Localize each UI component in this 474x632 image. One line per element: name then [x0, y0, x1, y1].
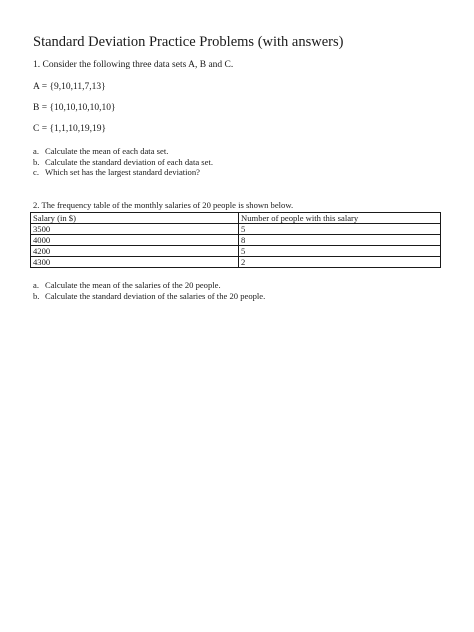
question-2-part-a — [33, 280, 221, 290]
part-text: Calculate the standard deviation of the salaries of the 20 people. — [45, 291, 266, 301]
part-label: c. — [33, 167, 39, 177]
part-label: a. — [33, 280, 39, 290]
table-row — [31, 257, 441, 268]
column-header-count: Number of people with this salary — [239, 213, 441, 224]
count-cell: 8 — [239, 235, 441, 246]
salary-frequency-table — [30, 212, 441, 268]
part-label: b. — [33, 291, 40, 301]
column-header-salary: Salary (in $) — [31, 213, 239, 224]
question-2-intro: 2. The frequency table of the monthly salaries of 20 people is shown below. — [33, 200, 294, 210]
salary-cell: 4000 — [31, 235, 239, 246]
part-label: b. — [33, 157, 40, 167]
salary-cell: 4300 — [31, 257, 239, 268]
table-row — [31, 235, 441, 246]
question-1-part-b — [33, 157, 213, 167]
question-2-part-b — [33, 291, 265, 301]
count-cell: 5 — [239, 224, 441, 235]
table-row — [31, 224, 441, 235]
part-text: Calculate the standard deviation of each data set. — [45, 157, 213, 167]
question-1-intro: 1. Consider the following three data sets A, B and C. — [33, 60, 234, 70]
data-set-a: A = {9,10,11,7,13} — [33, 82, 106, 92]
data-set-b: B = {10,10,10,10,10} — [33, 103, 116, 113]
question-1-part-a — [33, 146, 168, 156]
part-text: Calculate the mean of each data set. — [45, 146, 169, 156]
part-text: Calculate the mean of the salaries of the 20 people. — [45, 280, 221, 290]
count-cell: 5 — [239, 246, 441, 257]
page-title: Standard Deviation Practice Problems (with answers) — [33, 34, 344, 50]
part-text: Which set has the largest standard deviation? — [45, 167, 200, 177]
salary-cell: 4200 — [31, 246, 239, 257]
table-header-row — [31, 213, 441, 224]
part-label: a. — [33, 146, 39, 156]
data-set-c: C = {1,1,10,19,19} — [33, 124, 107, 134]
question-1-part-c — [33, 167, 200, 177]
table-row — [31, 246, 441, 257]
salary-cell: 3500 — [31, 224, 239, 235]
count-cell: 2 — [239, 257, 441, 268]
